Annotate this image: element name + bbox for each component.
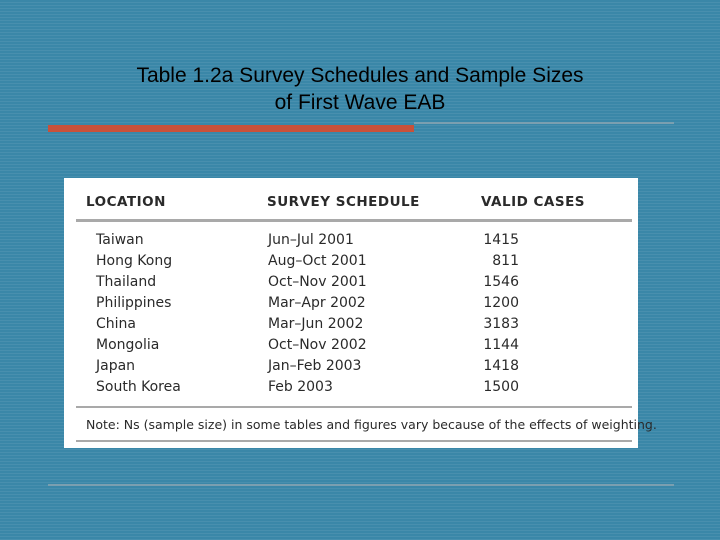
footer-divider bbox=[48, 484, 674, 486]
row-survey-schedule: Feb 2003 bbox=[268, 379, 333, 395]
row-valid-cases: 1144 bbox=[483, 337, 519, 353]
note-rule-top bbox=[76, 406, 632, 408]
header-valid-cases: VALID CASES bbox=[481, 194, 586, 210]
row-survey-schedule: Jun–Jul 2001 bbox=[268, 232, 354, 248]
accent-rule bbox=[48, 125, 414, 132]
row-survey-schedule: Oct–Nov 2001 bbox=[268, 274, 367, 290]
row-location: Taiwan bbox=[96, 232, 144, 248]
row-location: Mongolia bbox=[96, 337, 160, 353]
slide-title-line-2: of First Wave EAB bbox=[274, 91, 446, 114]
row-survey-schedule: Mar–Apr 2002 bbox=[268, 295, 366, 311]
row-survey-schedule: Aug–Oct 2001 bbox=[268, 253, 367, 269]
row-survey-schedule: Mar–Jun 2002 bbox=[268, 316, 364, 332]
title-divider bbox=[414, 122, 674, 124]
row-location: Hong Kong bbox=[96, 253, 173, 269]
row-valid-cases: 1546 bbox=[483, 274, 519, 290]
row-survey-schedule: Oct–Nov 2002 bbox=[268, 337, 367, 353]
row-location: Thailand bbox=[96, 274, 157, 290]
row-valid-cases: 3183 bbox=[483, 316, 519, 332]
note-rule-bottom bbox=[76, 440, 632, 442]
row-location: South Korea bbox=[96, 379, 181, 395]
slide-title-line-1: Table 1.2a Survey Schedules and Sample Sizes bbox=[136, 64, 584, 87]
header-location: LOCATION bbox=[86, 194, 166, 210]
row-valid-cases: 1500 bbox=[483, 379, 519, 395]
slide-title bbox=[60, 62, 660, 116]
row-valid-cases: 811 bbox=[492, 253, 519, 269]
row-valid-cases: 1418 bbox=[483, 358, 519, 374]
row-survey-schedule: Jan–Feb 2003 bbox=[268, 358, 362, 374]
row-location: Philippines bbox=[96, 295, 172, 311]
row-valid-cases: 1415 bbox=[483, 232, 519, 248]
row-valid-cases: 1200 bbox=[483, 295, 519, 311]
header-survey-schedule: SURVEY SCHEDULE bbox=[267, 194, 420, 210]
data-table bbox=[64, 178, 657, 448]
row-location: Japan bbox=[96, 358, 136, 374]
table-note: Note: Ns (sample size) in some tables and figures vary because of the effects of weighting. bbox=[86, 417, 657, 432]
row-location: China bbox=[96, 316, 136, 332]
header-rule bbox=[76, 219, 632, 222]
